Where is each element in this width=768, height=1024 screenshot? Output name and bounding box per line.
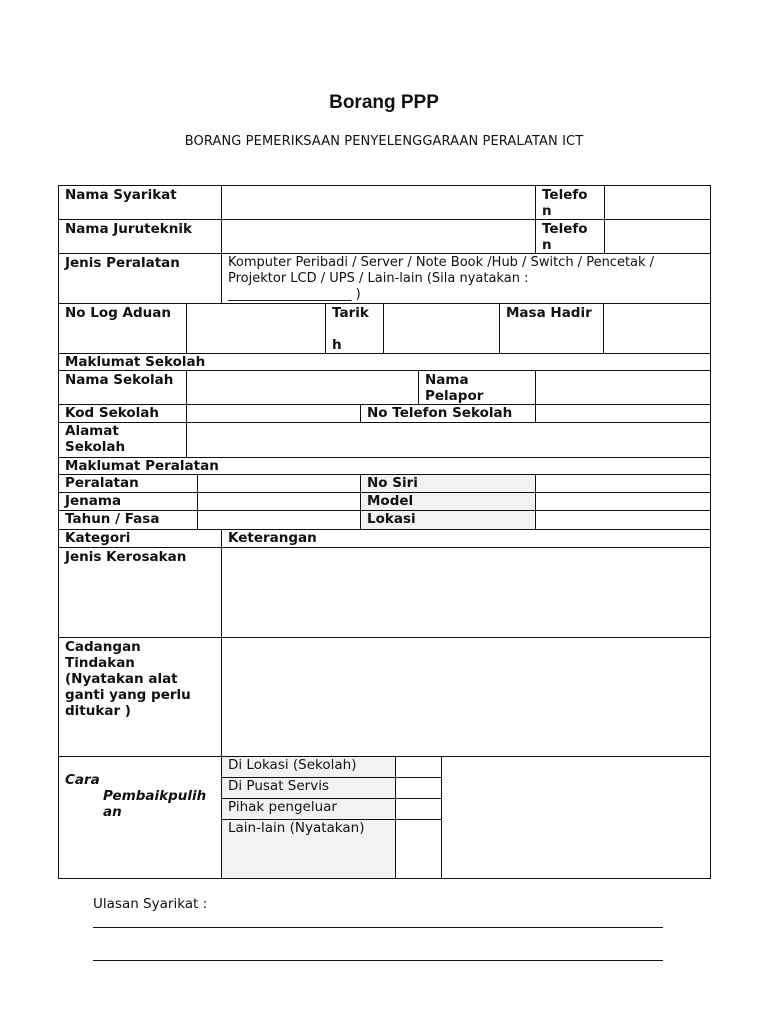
jenis-peralatan-options[interactable]: Komputer Peribadi / Server / Note Book /Hub / Switch / Pencetak / Projektor LCD / UPS / Lain-lain (Sila nyatakan : ___________________ ) [221,253,711,304]
label-no-log-aduan: No Log Aduan [58,303,187,354]
label-nama-sekolah: Nama Sekolah [58,370,187,405]
field-nama-sekolah[interactable] [186,370,419,405]
field-masa-hadir[interactable] [603,303,711,354]
field-alamat-sekolah[interactable] [186,422,711,458]
checkbox-di-lokasi[interactable] [395,756,442,778]
label-tarikh: Tarik h [325,303,384,354]
field-kod-sekolah[interactable] [186,404,361,423]
field-tarikh[interactable] [383,303,500,354]
label-tahun-fasa: Tahun / Fasa [58,510,198,530]
label-lokasi: Lokasi [360,510,536,530]
field-cara-notes[interactable] [441,756,711,879]
label-jenama: Jenama [58,492,198,511]
label-alamat-sekolah: Alamat Sekolah [58,422,187,458]
field-nama-pelapor[interactable] [535,370,711,405]
label-nama-pelapor: Nama Pelapor [418,370,536,405]
label-kod-sekolah: Kod Sekolah [58,404,187,423]
field-lokasi[interactable] [535,510,711,530]
section-maklumat-sekolah: Maklumat Sekolah [58,353,711,371]
field-telefon-juruteknik[interactable] [604,219,711,254]
label-jenis-kerosakan: Jenis Kerosakan [58,547,222,638]
ulasan-syarikat-label: Ulasan Syarikat : [93,896,208,912]
label-nama-syarikat: Nama Syarikat [58,185,222,220]
label-jenis-peralatan: Jenis Peralatan [58,253,222,304]
checkbox-pihak-pengeluar[interactable] [395,798,442,820]
label-cara: Cara [65,772,100,788]
ulasan-line-2[interactable] [93,960,663,961]
label-masa-hadir: Masa Hadir [499,303,604,354]
cara-pembaikpulihan-cell [58,756,222,879]
field-no-log-aduan[interactable] [186,303,326,354]
field-model[interactable] [535,492,711,511]
option-di-lokasi: Di Lokasi (Sekolah) [221,756,396,778]
section-maklumat-peralatan: Maklumat Peralatan [58,457,711,475]
field-cadangan-tindakan[interactable] [221,637,711,757]
label-no-telefon-sekolah: No Telefon Sekolah [360,404,536,423]
field-no-siri[interactable] [535,474,711,493]
option-lain-lain: Lain-lain (Nyatakan) [221,819,396,879]
maintenance-form-table [58,185,711,879]
label-no-siri: No Siri [360,474,536,493]
label-telefon-syarikat: Telefo n [535,185,605,220]
field-nama-juruteknik[interactable] [221,219,536,254]
label-kategori: Kategori [58,529,222,548]
label-nama-juruteknik: Nama Juruteknik [58,219,222,254]
option-pihak-pengeluar: Pihak pengeluar [221,798,396,820]
field-jenama[interactable] [197,492,361,511]
option-di-pusat-servis: Di Pusat Servis [221,777,396,799]
form-title: Borang PPP [329,92,439,113]
checkbox-di-pusat-servis[interactable] [395,777,442,799]
form-subtitle: BORANG PEMERIKSAAN PENYELENGGARAAN PERALATAN ICT [184,134,584,149]
field-jenis-kerosakan[interactable] [221,547,711,638]
field-nama-syarikat[interactable] [221,185,536,220]
label-peralatan: Peralatan [58,474,198,493]
field-tahun-fasa[interactable] [197,510,361,530]
field-no-telefon-sekolah[interactable] [535,404,711,423]
field-peralatan[interactable] [197,474,361,493]
label-pembaikpulihan: Pembaikpulih an [103,788,207,820]
label-telefon-juruteknik: Telefo n [535,219,605,254]
label-cadangan-tindakan: Cadangan Tindakan (Nyatakan alat ganti yang perlu ditukar ) [58,637,222,757]
label-model: Model [360,492,536,511]
label-keterangan: Keterangan [221,529,711,548]
ulasan-line-1[interactable] [93,927,663,928]
checkbox-lain-lain[interactable] [395,819,442,879]
field-telefon-syarikat[interactable] [604,185,711,220]
